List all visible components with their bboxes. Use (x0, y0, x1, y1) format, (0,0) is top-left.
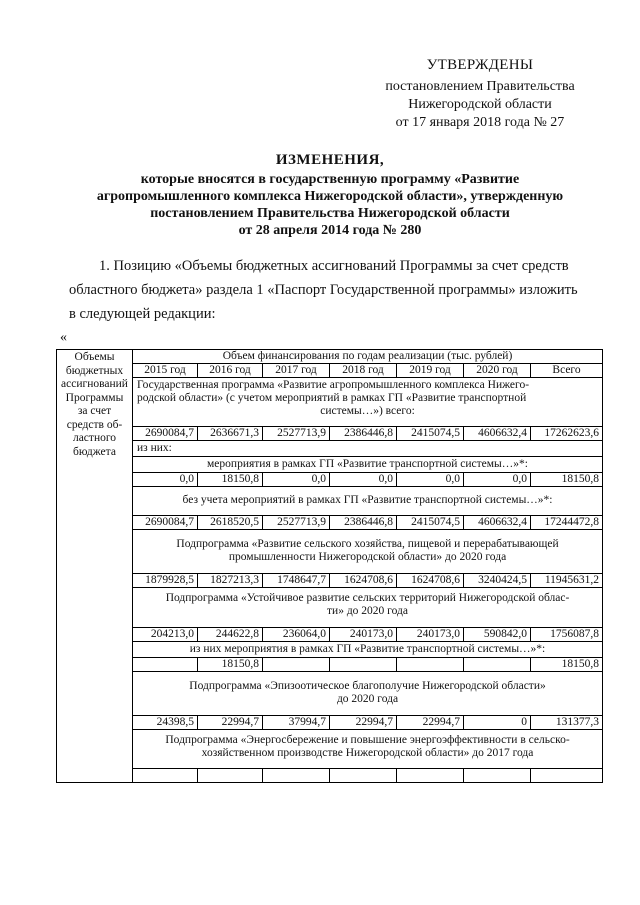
heading-title: ИЗМЕНЕНИЯ, (275, 152, 385, 168)
values-row-transport-sub (57, 473, 603, 487)
value-cell: 2386446,8 (330, 427, 397, 441)
values-row-agriculture (57, 574, 603, 588)
funding-header: Объем финансирования по годам реализации (тыс. рублей) (133, 350, 603, 364)
row-label-line: ластного (72, 432, 117, 444)
empty-cell (198, 769, 263, 783)
document-heading (90, 152, 570, 239)
empty-cell (133, 769, 198, 783)
value-cell: 240173,0 (330, 628, 397, 642)
subprogram-agriculture-text (133, 530, 603, 574)
value-cell: 2527713,9 (263, 427, 330, 441)
text-line: родской области» (с учетом мероприятий в рамках ГП «Развитие транспортной (137, 392, 527, 404)
row-label-line: ассигнований (61, 378, 128, 390)
values-row-epizootic (57, 716, 603, 730)
section-transport-sub-text: мероприятия в рамках ГП «Развитие транспортной системы…»*: (133, 457, 603, 473)
value-cell: 2415074,5 (397, 427, 464, 441)
years-row (57, 364, 603, 378)
paragraph-line: в следующей редакции: (69, 306, 216, 322)
year-cell: 2018 год (330, 364, 397, 378)
text-line: Государственная программа «Развитие агропромышленного комплекса Нижего- (137, 379, 530, 391)
empty-cell (397, 769, 464, 783)
value-cell: 590842,0 (464, 628, 531, 642)
year-cell: 2017 год (263, 364, 330, 378)
row-label-line: Объемы (74, 351, 115, 363)
row-label-line: бюджетных (65, 364, 124, 377)
value-cell: 18150,8 (198, 658, 263, 672)
values-row-rural-transport (57, 658, 603, 672)
approval-title: УТВЕРЖДЕНЫ (426, 57, 534, 73)
body-paragraph (69, 254, 599, 326)
row-label-line: за счет (77, 405, 112, 417)
value-cell: 2690084,7 (133, 427, 198, 441)
value-cell: 2618520,5 (198, 516, 263, 530)
value-cell: 236064,0 (263, 628, 330, 642)
value-cell: 11945631,2 (531, 574, 603, 588)
year-cell: 2020 год (464, 364, 531, 378)
value-cell: 0 (464, 716, 531, 730)
subprogram-rural-text (133, 588, 603, 628)
value-cell (330, 658, 397, 672)
empty-cell (531, 769, 603, 783)
values-row-energy (57, 769, 603, 783)
value-cell: 2690084,7 (133, 516, 198, 530)
value-cell (464, 658, 531, 672)
value-cell: 244622,8 (198, 628, 263, 642)
value-cell: 18150,8 (531, 658, 603, 672)
value-cell (397, 658, 464, 672)
values-row-gp-total (57, 427, 603, 441)
value-cell: 37994,7 (263, 716, 330, 730)
value-cell: 24398,5 (133, 716, 198, 730)
value-cell: 0,0 (464, 473, 531, 487)
section-gp-total-text (133, 378, 603, 427)
text-line: Подпрограмма «Устойчивое развитие сельских территорий Нижегородской облас- (165, 592, 570, 604)
row-label-line: бюджета (73, 445, 116, 458)
value-cell: 0,0 (330, 473, 397, 487)
value-cell: 0,0 (133, 473, 198, 487)
value-cell: 18150,8 (531, 473, 603, 487)
approval-line: Нижегородской области (408, 97, 552, 112)
text-line: промышленности Нижегородской области» до 2020 года (228, 551, 507, 563)
heading-line: постановлением Правительства Нижегородской области (150, 206, 510, 221)
value-cell: 22994,7 (330, 716, 397, 730)
row-label-line: средств об- (66, 418, 123, 431)
value-cell: 1756087,8 (531, 628, 603, 642)
subprogram-epizootic-text (133, 672, 603, 716)
section-without-transport-text: без учета мероприятий в рамках ГП «Развитие транспортной системы…»*: (133, 487, 603, 516)
value-cell: 131377,3 (531, 716, 603, 730)
value-cell: 0,0 (397, 473, 464, 487)
value-cell (263, 658, 330, 672)
rural-transport-sub-text: из них мероприятия в рамках ГП «Развитие транспортной системы…»*: (133, 642, 603, 658)
values-row-without-transport (57, 516, 603, 530)
approval-stamp (360, 56, 600, 132)
empty-cell (464, 769, 531, 783)
value-cell: 4606632,4 (464, 427, 531, 441)
heading-line: которые вносятся в государственную программу «Развитие (140, 172, 520, 187)
empty-cell (263, 769, 330, 783)
year-cell: Всего (531, 364, 603, 378)
text-line: Подпрограмма «Энергосбережение и повышение энергоэффективности в сельско- (165, 734, 570, 746)
value-cell: 17244472,8 (531, 516, 603, 530)
subprogram-energy-text (133, 730, 603, 769)
value-cell: 204213,0 (133, 628, 198, 642)
budget-table (56, 349, 603, 783)
row-label-cell (57, 350, 133, 783)
text-line: ти» до 2020 года (327, 605, 408, 617)
year-cell: 2019 год (397, 364, 464, 378)
text-line: системы…») всего: (320, 405, 415, 417)
approval-line: постановлением Правительства (385, 79, 575, 94)
value-cell: 22994,7 (397, 716, 464, 730)
text-line: до 2020 года (336, 693, 399, 705)
year-cell: 2016 год (198, 364, 263, 378)
text-line: Подпрограмма «Эпизоотическое благополучие Нижегородской области» (189, 680, 546, 692)
value-cell: 1879928,5 (133, 574, 198, 588)
opening-quote: « (60, 330, 67, 345)
approval-line: от 17 января 2018 года № 27 (395, 115, 565, 130)
year-cell: 2015 год (133, 364, 198, 378)
empty-cell (330, 769, 397, 783)
of-them-label: из них: (133, 441, 603, 457)
value-cell: 17262623,6 (531, 427, 603, 441)
paragraph-line: 1. Позицию «Объемы бюджетных ассигнований Программы за счет средств (99, 258, 569, 274)
value-cell: 240173,0 (397, 628, 464, 642)
value-cell: 18150,8 (198, 473, 263, 487)
value-cell: 2415074,5 (397, 516, 464, 530)
value-cell: 2386446,8 (330, 516, 397, 530)
value-cell: 2527713,9 (263, 516, 330, 530)
heading-line: агропромышленного комплекса Нижегородской области», утвержденную (96, 189, 564, 204)
values-row-rural (57, 628, 603, 642)
value-cell (133, 658, 198, 672)
row-label-line: Программы (65, 391, 124, 404)
value-cell: 2636671,3 (198, 427, 263, 441)
value-cell: 1748647,7 (263, 574, 330, 588)
heading-line: от 28 апреля 2014 года № 280 (238, 223, 422, 238)
text-line: хозяйственном производстве Нижегородской области» до 2017 года (201, 747, 534, 759)
value-cell: 3240424,5 (464, 574, 531, 588)
paragraph-line: областного бюджета» раздела 1 «Паспорт Государственной программы» изложить (69, 282, 578, 298)
value-cell: 1827213,3 (198, 574, 263, 588)
value-cell: 4606632,4 (464, 516, 531, 530)
text-line: Подпрограмма «Развитие сельского хозяйства, пищевой и перерабатывающей (176, 538, 559, 550)
value-cell: 22994,7 (198, 716, 263, 730)
value-cell: 1624708,6 (330, 574, 397, 588)
value-cell: 1624708,6 (397, 574, 464, 588)
value-cell: 0,0 (263, 473, 330, 487)
